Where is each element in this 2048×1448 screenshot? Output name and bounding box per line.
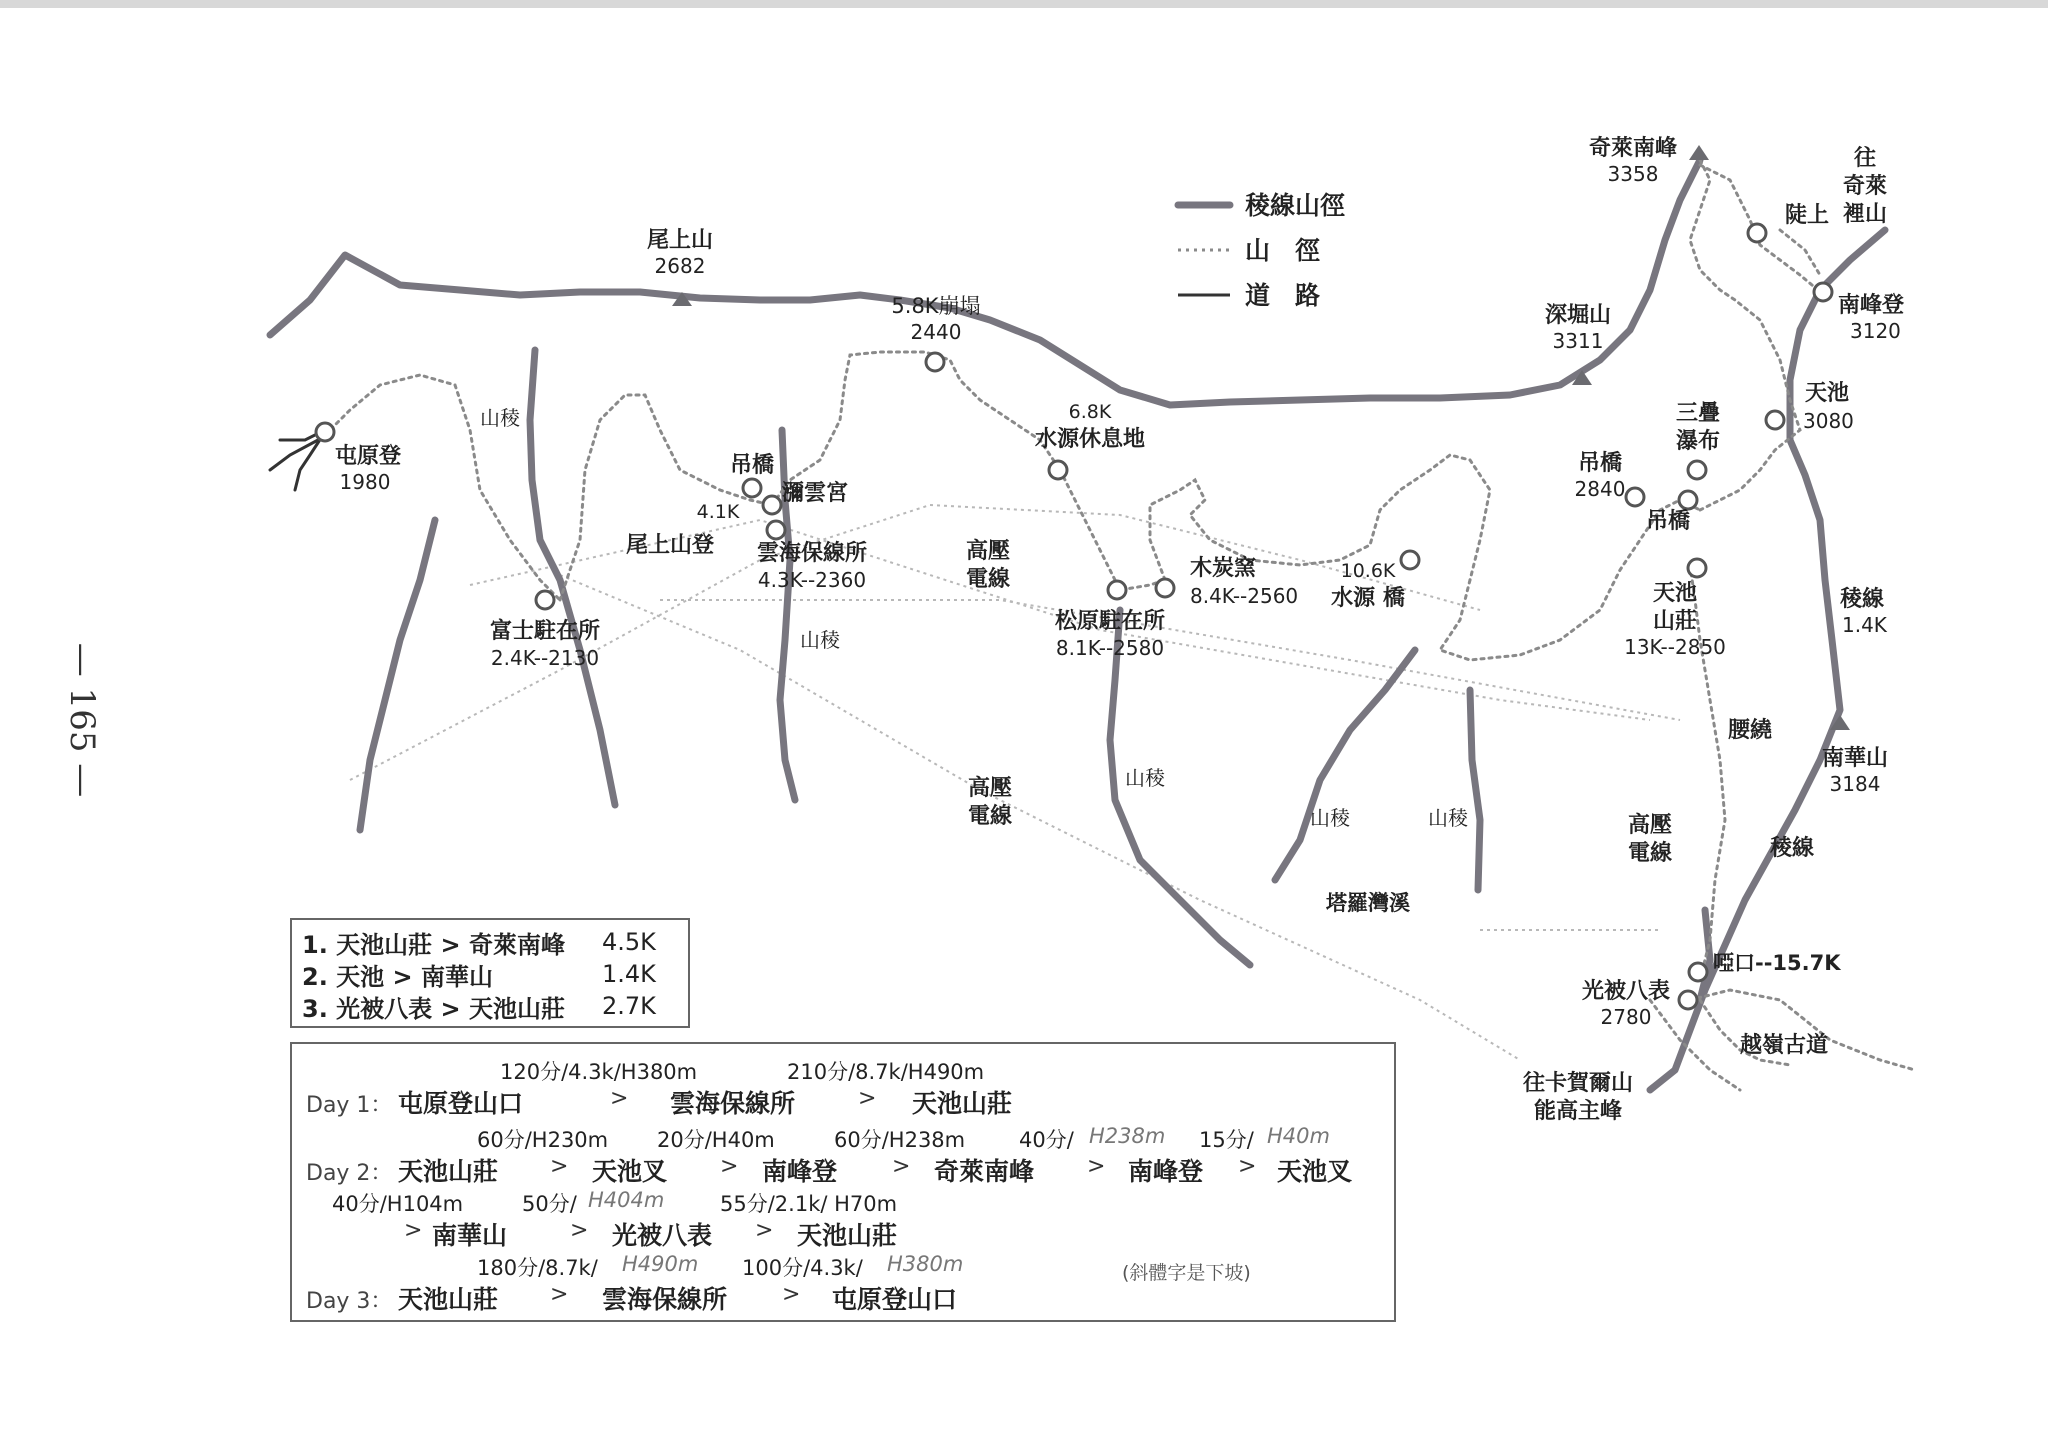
day1-label: Day 1： bbox=[306, 1093, 393, 1118]
songyuan-name: 松原駐在所 bbox=[1054, 609, 1166, 634]
d2-seg3: 60分/H238m bbox=[834, 1128, 966, 1152]
tunyuan-name: 屯原登 bbox=[334, 444, 402, 469]
guangbei-name: 光被八表 bbox=[1581, 979, 1671, 1004]
d2-seg4a: 40分/ bbox=[1019, 1128, 1074, 1152]
fuji-k: 2.4K--2130 bbox=[490, 646, 600, 670]
nanfeng-deng-marker bbox=[1814, 283, 1832, 301]
diaoqiao-e2-marker bbox=[1679, 491, 1697, 509]
d3-node2: 雲海保線所 bbox=[602, 1285, 728, 1314]
yunhai-station-k: 4.3K--2360 bbox=[757, 568, 867, 592]
yunhai-station-marker bbox=[767, 521, 785, 539]
diaoqiao-e-name: 吊橋 bbox=[1577, 451, 1623, 476]
tianchi-hut-1: 天池 bbox=[1652, 581, 1698, 606]
to-qilai-1: 往 bbox=[1853, 146, 1877, 171]
d2-node3: 南峰登 bbox=[762, 1157, 838, 1186]
shuiyuan-bridge-k: 10.6K bbox=[1340, 560, 1396, 582]
gaoya-3b: 電線 bbox=[1627, 841, 1673, 866]
nanhua-name: 南華山 bbox=[1821, 746, 1889, 771]
weishang-deng-label: 尾上山登 bbox=[625, 533, 715, 558]
yakou-marker bbox=[1689, 963, 1707, 981]
tianchi-marker bbox=[1766, 411, 1784, 429]
d2-arrow5: > bbox=[1238, 1154, 1257, 1179]
nanfeng-deng-elev: 3120 bbox=[1850, 319, 1901, 343]
distance-route: 3. 光被八表 > 天池山莊 bbox=[302, 994, 565, 1023]
sandie-marker bbox=[1688, 461, 1706, 479]
yueling-label: 越嶺古道 bbox=[1740, 1033, 1829, 1058]
songyuan-marker bbox=[1108, 581, 1126, 599]
collapse-elev: 2440 bbox=[910, 320, 962, 344]
to-qilai-2: 奇萊 bbox=[1842, 174, 1888, 199]
fuji-name: 富士駐在所 bbox=[489, 619, 601, 644]
ridge-e-k: 1.4K bbox=[1842, 613, 1887, 637]
d2-arrow2: > bbox=[720, 1154, 739, 1179]
gaoya-2b: 電線 bbox=[967, 804, 1013, 829]
gaoya-3a: 高壓 bbox=[1627, 813, 1673, 838]
tianchi-hut-2: 山莊 bbox=[1652, 609, 1698, 634]
ridge-e-name: 稜線 bbox=[1840, 587, 1885, 612]
d2-node1: 天池山莊 bbox=[398, 1157, 499, 1186]
legend-ridge-label: 稜線山徑 bbox=[1245, 191, 1346, 220]
yakou-label: 啞口--15.7K bbox=[1713, 951, 1841, 975]
charcoal-k: 8.4K--2560 bbox=[1190, 584, 1299, 608]
d2-seg7b: H404m bbox=[588, 1188, 665, 1212]
gaoya-2a: 高壓 bbox=[967, 776, 1013, 801]
nanhua-elev: 3184 bbox=[1829, 772, 1881, 796]
page-number: — 165 — bbox=[62, 642, 102, 798]
d1-node3: 天池山莊 bbox=[912, 1089, 1013, 1118]
d1-arrow1: > bbox=[610, 1086, 629, 1111]
yunhai-gong-label: 瀰雲宮 bbox=[781, 481, 849, 506]
sandie-1: 三疊 bbox=[1675, 401, 1721, 426]
d2-seg6: 40分/H104m bbox=[332, 1192, 464, 1216]
d3-node3: 屯原登山口 bbox=[832, 1285, 958, 1314]
lushang-label: 陡上 bbox=[1785, 203, 1830, 228]
d2-arrow7: > bbox=[570, 1218, 589, 1243]
d1-seg1: 120分/4.3k/H380m bbox=[500, 1060, 698, 1084]
tianchi-hut-k: 13K--2850 bbox=[1624, 635, 1726, 659]
charcoal-marker bbox=[1156, 579, 1174, 597]
shenkua-name: 深堀山 bbox=[1544, 303, 1612, 328]
d2-seg5a: 15分/ bbox=[1199, 1128, 1254, 1152]
weishang-name: 尾上山 bbox=[646, 228, 714, 253]
d2-seg5b: H40m bbox=[1267, 1124, 1330, 1148]
d2-node4: 奇萊南峰 bbox=[934, 1157, 1035, 1186]
main-ridge bbox=[270, 160, 1700, 405]
d2-node2: 天池叉 bbox=[592, 1157, 668, 1186]
legend-trail-label: 山 徑 bbox=[1245, 236, 1321, 265]
fuji-marker bbox=[536, 591, 554, 609]
distance-route: 1. 天池山莊 > 奇萊南峰 bbox=[302, 930, 565, 959]
d3-seg2b: H380m bbox=[887, 1252, 964, 1276]
d3-seg1b: H490m bbox=[622, 1252, 699, 1276]
d2-seg1: 60分/H230m bbox=[477, 1128, 609, 1152]
d2-arrow1: > bbox=[550, 1154, 569, 1179]
tianchi-name: 天池 bbox=[1805, 381, 1850, 406]
shanleng-label-5: 山稜 bbox=[1428, 806, 1468, 830]
d2-node5: 南峰登 bbox=[1128, 1157, 1204, 1186]
shuiyuan-bridge-marker bbox=[1401, 551, 1419, 569]
scan-edge bbox=[0, 0, 2048, 8]
d2-arrow8: > bbox=[755, 1218, 774, 1243]
legend-road-label: 道 路 bbox=[1245, 281, 1321, 310]
day3-label: Day 3： bbox=[306, 1289, 393, 1314]
d2-seg8: 55分/2.1k/ H70m bbox=[720, 1192, 898, 1216]
shanleng-label-1: 山稜 bbox=[480, 406, 520, 430]
k41-label: 4.1K bbox=[696, 501, 740, 523]
d2-node6: 天池叉 bbox=[1277, 1157, 1353, 1186]
distance-route: 2. 天池 > 南華山 bbox=[302, 962, 493, 991]
yunhai-station-name: 雲海保線所 bbox=[756, 541, 868, 566]
diaoqiao-e2-name: 吊橋 bbox=[1645, 509, 1691, 534]
d2-node8: 光被八表 bbox=[612, 1221, 713, 1250]
yunhai-gong-marker bbox=[763, 496, 781, 514]
tianchi-elev: 3080 bbox=[1803, 409, 1854, 433]
guangbei-elev: 2780 bbox=[1600, 1005, 1652, 1029]
shanleng-label-4: 山稜 bbox=[1310, 806, 1350, 830]
ridge-mid-taluowan bbox=[1470, 690, 1480, 890]
songyuan-k: 8.1K--2580 bbox=[1055, 636, 1165, 660]
tunyuan-elev: 1980 bbox=[339, 470, 391, 494]
diaoqiao-e-elev: 2840 bbox=[1574, 477, 1626, 501]
ridge-w-lower bbox=[360, 520, 435, 830]
diaoqiao-e-marker bbox=[1626, 488, 1644, 506]
collapse-marker bbox=[926, 353, 944, 371]
legend bbox=[1178, 191, 1345, 310]
qilai-s-elev: 3358 bbox=[1607, 162, 1659, 186]
d2-node7: 南華山 bbox=[432, 1221, 508, 1250]
distance-row bbox=[302, 990, 678, 1022]
d2-seg4b: H238m bbox=[1089, 1124, 1166, 1148]
d3-arrow2: > bbox=[782, 1282, 801, 1307]
qilai-south-peak-icon bbox=[1689, 145, 1709, 160]
shuiyuan-rest-name: 水源休息地 bbox=[1034, 427, 1146, 452]
tunyuan-marker bbox=[316, 423, 334, 441]
gaoya-1b: 電線 bbox=[965, 567, 1011, 592]
d2-arrow4: > bbox=[1087, 1154, 1106, 1179]
distance-table bbox=[290, 918, 690, 1028]
day2-label: Day 2： bbox=[306, 1161, 393, 1186]
d1-node2: 雲海保線所 bbox=[670, 1089, 796, 1118]
d1-node1: 屯原登山口 bbox=[398, 1089, 524, 1118]
guangbei-marker bbox=[1679, 991, 1697, 1009]
shenkua-elev: 3311 bbox=[1552, 329, 1604, 353]
qilai-s-name: 奇萊南峰 bbox=[1588, 136, 1678, 161]
collapse-label: 5.8K崩塌 bbox=[891, 294, 981, 318]
d3-arrow1: > bbox=[550, 1282, 569, 1307]
d2-arrow3: > bbox=[892, 1154, 911, 1179]
shuiyuan-rest-k: 6.8K bbox=[1068, 401, 1112, 423]
lushang-marker bbox=[1748, 224, 1766, 242]
yaokou-label: 腰繞 bbox=[1728, 718, 1773, 743]
to-qilai-3: 裡山 bbox=[1842, 202, 1888, 227]
d1-seg2: 210分/8.7k/H490m bbox=[787, 1060, 985, 1084]
nanfeng-deng-name: 南峰登 bbox=[1838, 293, 1905, 318]
diaoqiao-w-marker bbox=[743, 479, 761, 497]
d1-arrow2: > bbox=[858, 1086, 877, 1111]
shuiyuan-bridge-name: 水源 橋 bbox=[1331, 586, 1405, 611]
d2-arrow6: > bbox=[404, 1218, 423, 1243]
ridge-west-taluowan bbox=[1275, 650, 1415, 880]
distance-km: 1.4K bbox=[602, 960, 656, 988]
charcoal-name: 木炭窯 bbox=[1190, 556, 1257, 581]
d3-node1: 天池山莊 bbox=[398, 1285, 499, 1314]
diaoqiao-w-name: 吊橋 bbox=[729, 453, 775, 478]
d2-seg7a: 50分/ bbox=[522, 1192, 577, 1216]
distance-row bbox=[302, 958, 678, 990]
sandie-2: 瀑布 bbox=[1675, 429, 1721, 454]
shanleng-label-3: 山稜 bbox=[1125, 766, 1165, 790]
tianchi-hut-marker bbox=[1688, 559, 1706, 577]
d2-seg2: 20分/H40m bbox=[657, 1128, 775, 1152]
ridge-e2-label: 稜線 bbox=[1770, 836, 1815, 861]
distance-km: 4.5K bbox=[602, 928, 656, 956]
weishang-elev: 2682 bbox=[654, 254, 706, 278]
distance-row bbox=[302, 926, 678, 958]
shuiyuan-rest-marker bbox=[1049, 461, 1067, 479]
road bbox=[270, 430, 325, 490]
downhill-note: (斜體字是下坡) bbox=[1122, 1262, 1251, 1284]
to-kahe-1: 往卡賀爾山 bbox=[1522, 1071, 1634, 1096]
taluowan-label: 塔羅灣溪 bbox=[1326, 891, 1410, 915]
to-kahe-2: 能高主峰 bbox=[1533, 1099, 1623, 1124]
shanleng-label-2: 山稜 bbox=[800, 628, 840, 652]
d2-node9: 天池山莊 bbox=[797, 1221, 898, 1250]
distance-km: 2.7K bbox=[602, 992, 656, 1020]
d3-seg2a: 100分/4.3k/ bbox=[742, 1256, 863, 1280]
itinerary-box bbox=[290, 1042, 1396, 1322]
gaoya-1a: 高壓 bbox=[965, 539, 1011, 564]
d3-seg1a: 180分/8.7k/ bbox=[477, 1256, 598, 1280]
